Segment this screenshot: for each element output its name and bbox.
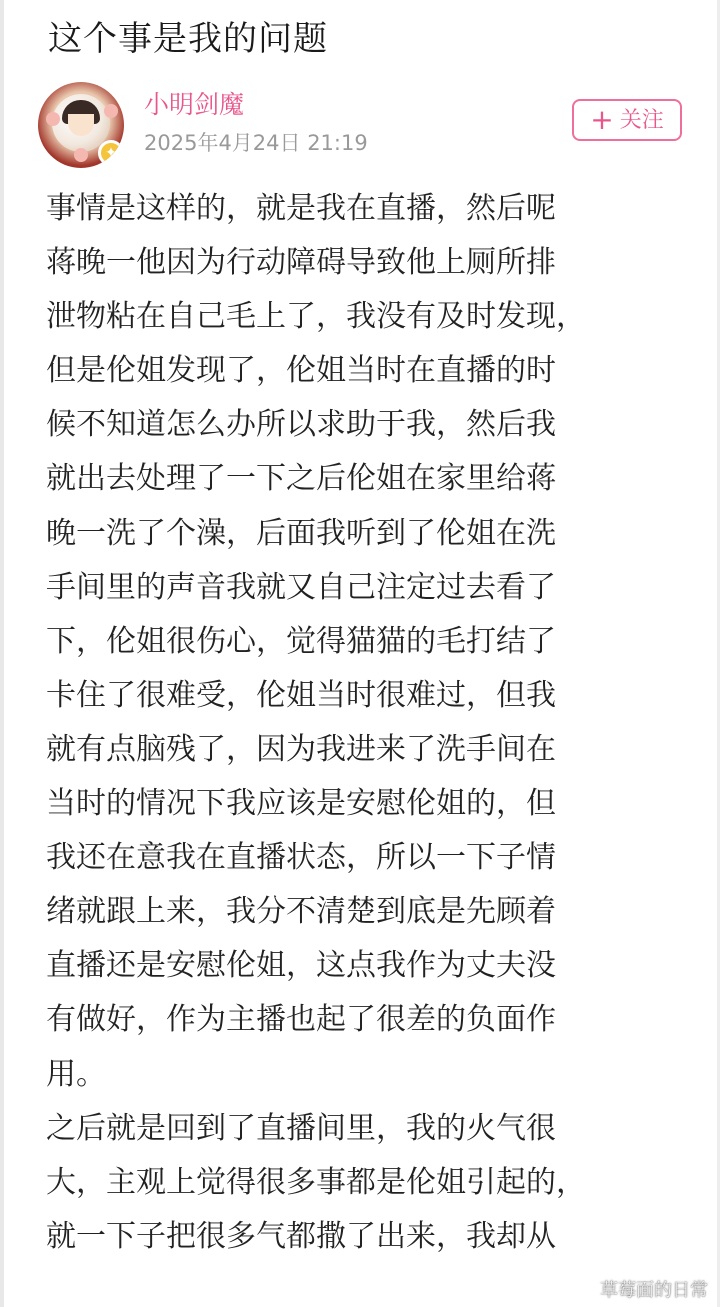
post-paragraph: 之后就是回到了直播间里，我的火气很 大，主观上觉得很多事都是伦姐引起的， 就一下子把很多气都撒了出来，我却从	[46, 1110, 586, 1254]
post-timestamp: 2025年4月24日 21:19	[144, 131, 368, 155]
avatar[interactable]	[38, 82, 124, 168]
author-row	[38, 82, 698, 168]
plus-icon: +	[590, 103, 614, 136]
author-name[interactable]: 小明剑魔	[144, 90, 245, 119]
follow-button[interactable]	[572, 99, 682, 141]
flower-decoration-icon	[104, 104, 118, 118]
post-paragraph: 事情是这样的，就是我在直播，然后呢 蒋晚一他因为行动障碍导致他上厕所排 泄物粘在自己毛上了，我没有及时发现， 但是伦姐发现了，伦姐当时在直播的时 候不知道怎么办所以求助于我，然后我 就出去处理了一下之后伦姐在家里给蒋 晚一洗了个澡，后面我听到了伦姐在洗 手间里的声音我就又自己注定过去看了 下，伦姐很伤心，觉得猫猫的毛打结了 卡住了很难受，伦姐当时很难过，但我 就有点脑残了，因为我进来了洗手间在 当时的情况下我应该是安慰伦姐的，但 我还在意我在直播状态，所以一下子情 绪就跟上来，我分不清楚到底是先顾着 直播还是安慰伦姐，这点我作为丈夫没 有做好，作为主播也起了很差的负面作 用。	[46, 191, 586, 1092]
flower-decoration-icon	[74, 148, 88, 162]
screen-edge-left	[0, 0, 4, 1307]
watermark: 草莓面的日常	[600, 1280, 708, 1301]
flower-decoration-icon	[46, 112, 60, 126]
post-body	[46, 182, 686, 1264]
verified-badge-icon: ✦	[98, 140, 124, 166]
follow-label: 关注	[619, 108, 664, 133]
post-title: 这个事是我的问题	[48, 19, 328, 59]
